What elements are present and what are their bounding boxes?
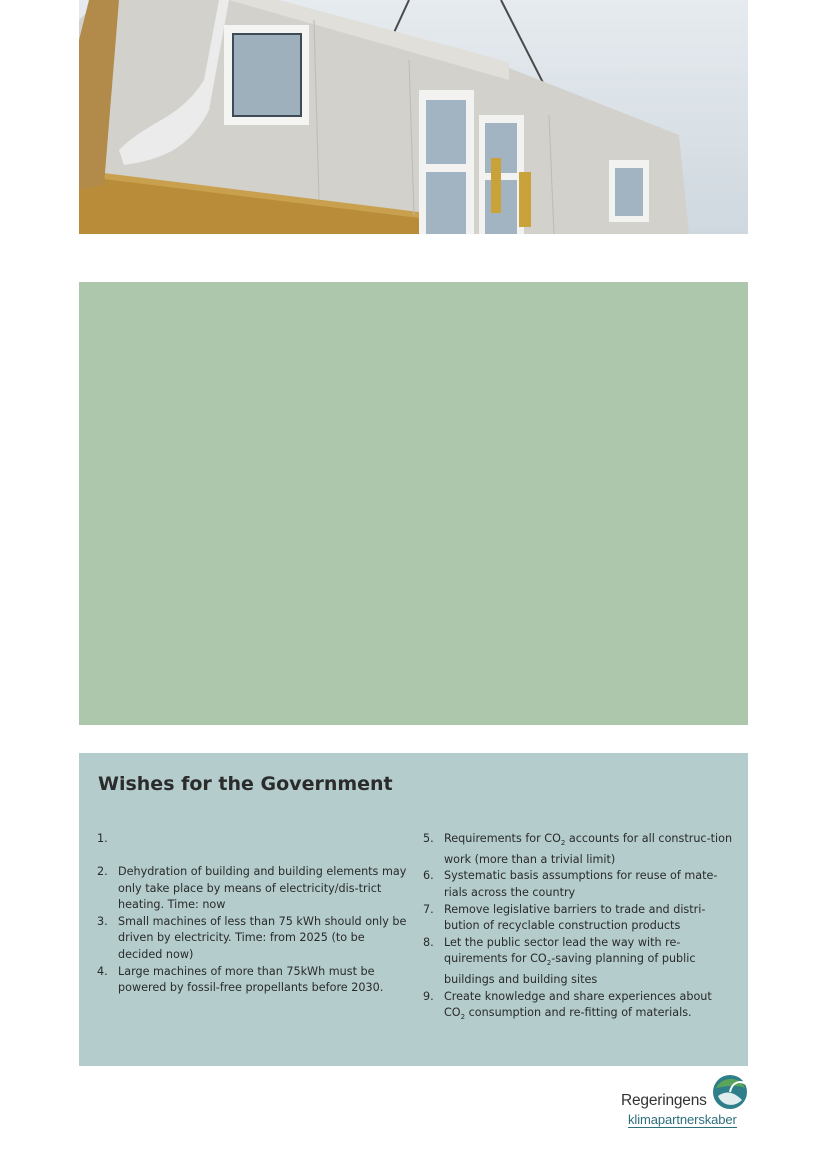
wishes-left-column <box>97 831 407 997</box>
logo-subtitle: klimapartnerskaber <box>628 1112 737 1127</box>
list-text <box>444 989 733 1026</box>
hero-photo <box>79 0 748 234</box>
list-item <box>97 914 407 964</box>
list-number: 2. <box>97 865 108 878</box>
subscript: 2 <box>546 959 552 968</box>
list-text-part: -saving planning of public buildings and building sites <box>444 952 696 987</box>
list-item <box>97 864 407 914</box>
list-text <box>444 935 733 989</box>
list-number: 3. <box>97 914 108 928</box>
list-text: Small machines of less than 75 kWh should only be driven by electricity. Time: from 2025 (to be decided now) <box>118 914 407 961</box>
subscript: 2 <box>460 1013 466 1022</box>
list-number: 5. <box>423 832 434 845</box>
list-number: 6. <box>423 869 434 883</box>
list-number: 8. <box>423 935 434 949</box>
list-text <box>444 902 733 935</box>
list-item <box>423 831 733 868</box>
list-text-part: Systematic basis assumptions for reuse of mate-rials across the country <box>444 869 718 900</box>
wishes-panel <box>79 753 748 1066</box>
list-number: 1. <box>97 832 108 845</box>
list-item <box>97 964 407 997</box>
list-number: 9. <box>423 989 434 1003</box>
list-text: Large machines of more than 75kWh must be powered by fossil-free propellants before 2030. <box>118 964 384 995</box>
list-item <box>423 989 733 1026</box>
list-text <box>444 868 733 901</box>
list-number: 7. <box>423 902 434 916</box>
list-text-part: Create knowledge and share experiences about CO <box>444 989 712 1020</box>
klimapartnerskaber-logo <box>618 1074 750 1130</box>
list-text <box>444 831 733 868</box>
prefab-wall-element-icon <box>79 0 748 234</box>
list-text-part: accounts for all construc-tion work (more than a trivial limit) <box>444 832 733 866</box>
list-text-part: Requirements for CO <box>444 832 561 845</box>
list-item <box>423 935 733 989</box>
wishes-title: Wishes for the Government <box>98 773 393 795</box>
list-text-part: Remove legislative barriers to trade and distri-bution of recyclable construction products <box>444 902 706 933</box>
list-text-part: Let the public sector lead the way with re-quirements for CO <box>444 935 681 966</box>
list-item <box>423 868 733 901</box>
list-text-part: consumption and re-fitting of materials. <box>465 1006 692 1020</box>
list-number: 4. <box>97 964 108 978</box>
leaf-circle-icon <box>712 1074 748 1110</box>
green-panel <box>79 282 748 725</box>
list-text: Dehydration of building and building elements may only take place by means of electricity/dis-trict heating. Time: now <box>118 865 407 912</box>
wishes-right-column <box>423 831 733 1026</box>
list-item <box>423 902 733 935</box>
logo-name: Regeringens <box>621 1092 707 1109</box>
subscript: 2 <box>560 839 566 848</box>
